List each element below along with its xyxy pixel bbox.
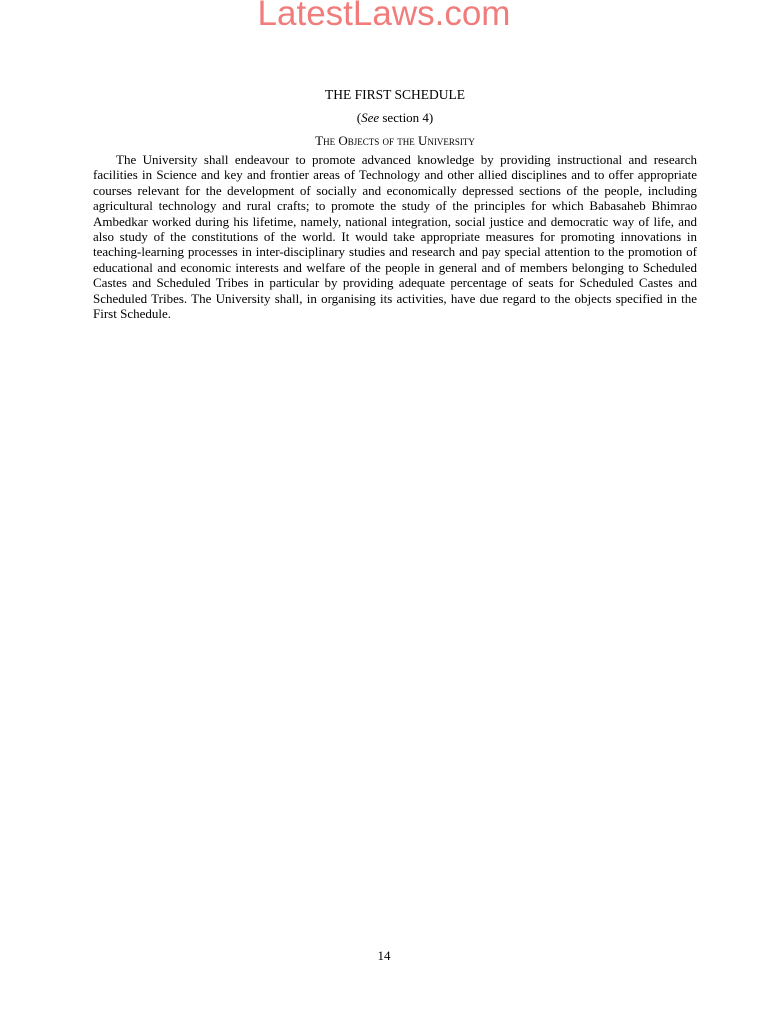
watermark: LatestLaws.com bbox=[257, 0, 511, 33]
objects-heading: The Objects of the University bbox=[315, 133, 475, 148]
page-content bbox=[93, 86, 697, 321]
reference-see-word: See bbox=[361, 110, 380, 125]
reference-section-text: section 4) bbox=[379, 110, 434, 125]
reference-open-paren: ( bbox=[356, 110, 362, 125]
page-number: 14 bbox=[377, 948, 391, 963]
objects-paragraph: The University shall endeavour to promote advanced knowledge by providing instructional and research facilities in Science and key and frontier areas of Technology and other allied disciplines and to offer appropriate courses relevant for the development of socially and economically depressed sections of the people, including agricultural technology and rural crafts; to promote the study of the principles for which Babasaheb Bhimrao Ambedkar worked during his lifetime, namely, national integration, social justice and democratic way of life, and also study of the constitutions of the world. It would take appropriate measures for promoting innovations in teaching-learning processes in inter-disciplinary studies and research and pay special attention to the promotion of educational and economic interests and welfare of the people in general and of members belonging to Scheduled Castes and Scheduled Tribes in particular by providing adequate percentage of seats for Scheduled Castes and Scheduled Tribes. The University shall, in organising its activities, have due regard to the objects specified in the First Schedule. bbox=[93, 152, 697, 322]
schedule-title: THE FIRST SCHEDULE bbox=[324, 87, 465, 102]
section-reference bbox=[93, 109, 697, 126]
